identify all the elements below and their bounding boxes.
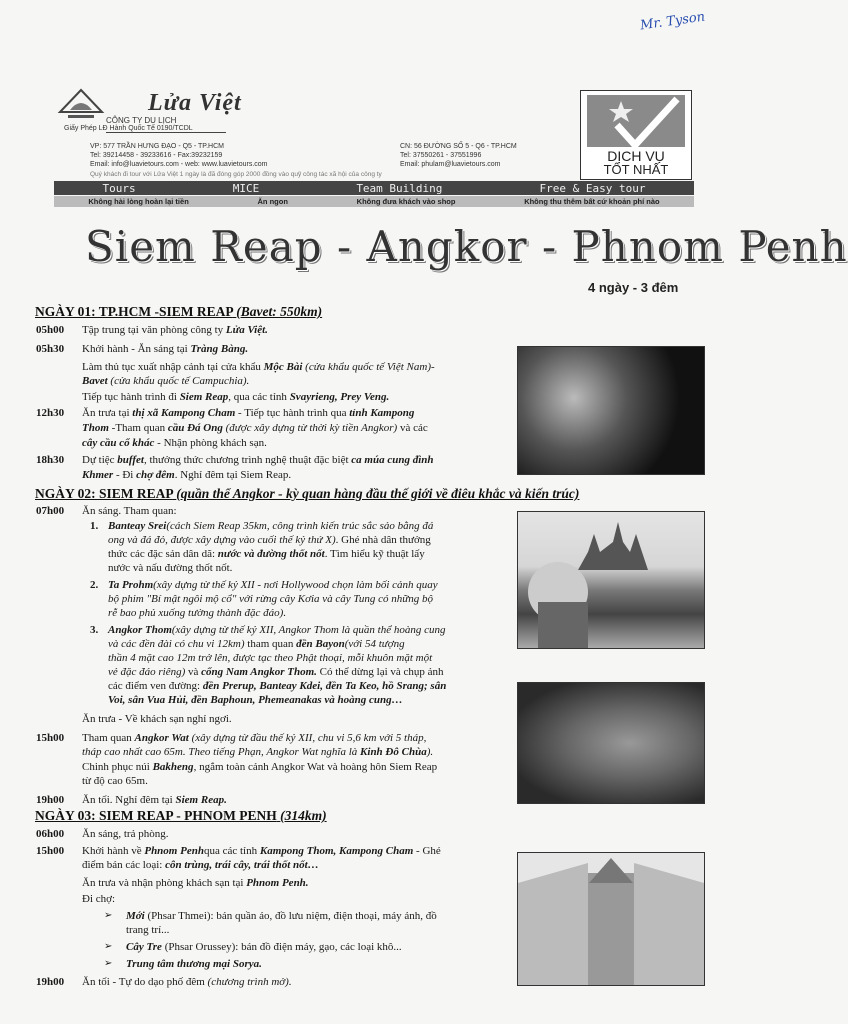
day-1-title: NGÀY 01: TP.HCM -SIEM REAP: [35, 304, 233, 319]
line-emph: Siem Reap: [179, 391, 229, 403]
line-note: ong và đá đỏ, được xây dựng vào cuối thế kỷ thứ X): [108, 534, 336, 546]
itinerary-line: [82, 746, 502, 760]
commitment-no-shop: Không đưa khách vào shop: [356, 197, 456, 206]
line-emph: Bakheng: [152, 761, 194, 773]
line-text: Ăn trưa và nhận phòng khách sạn tại: [82, 877, 247, 889]
day-2-heading: [35, 486, 579, 502]
time-label: 06h00: [36, 828, 65, 840]
office-1-address: VP: 577 TRẦN HƯNG ĐẠO - Q5 - TP.HCM: [90, 143, 224, 150]
itinerary-line: Ăn sáng. Tham quan:: [82, 505, 177, 517]
itinerary-line: [108, 593, 506, 607]
itinerary-line: [82, 732, 502, 746]
line-emph: Tràng Bàng.: [190, 343, 249, 355]
itinerary-line: [82, 454, 502, 468]
nav-free-easy-tour: Free & Easy tour: [539, 181, 646, 195]
line-text: Khởi hành về: [82, 845, 145, 857]
itinerary-line: [126, 941, 506, 955]
commitment-refund: Không hài lòng hoàn lại tiền: [88, 197, 189, 206]
line-text: tham quan: [244, 638, 297, 650]
line-text: Tiếp tục hành trình đi: [82, 391, 180, 403]
line-text: . Ghé nhà dân thưởng: [335, 534, 431, 546]
line-emph: Lửa Việt.: [225, 324, 268, 336]
itinerary-line: [82, 877, 502, 891]
line-note: (xây dựng từ thế kỷ XII, Angkor Thom là quần thể hoàng cung: [171, 624, 446, 636]
itinerary-line: [82, 976, 502, 990]
list-number: 3.: [90, 624, 99, 636]
day-3-title: NGÀY 03: SIEM REAP - PHNOM PENH: [35, 808, 277, 823]
line-text: Có thể dừng lại và chụp ảnh: [316, 666, 444, 678]
line-note: (được xây dựng từ thời kỳ tiền Angkor): [222, 422, 398, 434]
day-3-distance: (314km): [280, 808, 327, 823]
line-note: thần 4 mặt cao 12m trở lên, được tạc theo Phật thoại, mỗi khuôn mặt một: [108, 652, 433, 664]
line-text: và các: [397, 422, 428, 434]
line-emph: cây cầu cổ khác: [82, 437, 155, 449]
time-label: 19h00: [36, 976, 65, 988]
itinerary-line: [108, 652, 506, 666]
badge-line-2: TỐT NHẤT: [603, 162, 669, 177]
nav-tours: Tours: [102, 181, 136, 195]
line-emph: Banteay Srei: [108, 520, 167, 532]
itinerary-line: [82, 361, 502, 375]
list-number: 1.: [90, 520, 99, 532]
day-3-heading: [35, 808, 327, 824]
line-emph: Ta Prohm: [108, 579, 154, 591]
line-emph: Svayrieng, Prey Veng.: [289, 391, 390, 403]
itinerary-line: [82, 794, 502, 808]
time-label: 15h00: [36, 732, 65, 744]
office-1-phone: Tel: 39214458 - 39233616 - Fax:39232159: [90, 152, 223, 159]
itinerary-line: từ độ cao 65m.: [82, 775, 148, 787]
nav-mice: MICE: [232, 181, 260, 195]
itinerary-line: [108, 534, 506, 548]
line-emph: thị xã Kampong Cham: [132, 407, 236, 419]
arrow-bullet-icon: ➢: [104, 941, 113, 952]
company-subtitle: CÔNG TY DU LỊCH: [106, 116, 177, 125]
office-2-email: Email: phulam@luavietours.com: [400, 161, 501, 168]
bayon-face-photo: [517, 682, 705, 804]
day-2-title: NGÀY 02: SIEM REAP: [35, 486, 173, 501]
handwritten-signature: Mr. Tyson: [639, 9, 706, 34]
line-text: (Phsar Orussey): bán đồ điện máy, gạo, các loại khô...: [161, 941, 402, 953]
itinerary-line: [82, 324, 502, 338]
line-text: Tham quan: [82, 732, 135, 744]
line-emph: Thom: [82, 422, 109, 434]
line-text: Chinh phục núi: [82, 761, 153, 773]
line-emph: Siem Reap.: [175, 794, 227, 806]
line-emph: chợ đêm: [136, 469, 175, 481]
line-note: rễ bao phủ xuống tường thành đặc đáo).: [108, 607, 287, 619]
line-text: Khởi hành - Ăn sáng tại: [82, 343, 191, 355]
itinerary-line: [108, 694, 506, 708]
itinerary-line: [82, 391, 502, 405]
itinerary-line: Ăn trưa - Về khách sạn nghỉ ngơi.: [82, 713, 232, 725]
line-text: , ngắm toàn cảnh Angkor Wat và hoàng hôn Siem Reap: [193, 761, 438, 773]
line-text: điểm bán các loại:: [82, 859, 166, 871]
itinerary-line: [82, 422, 502, 436]
day-2-subtitle: (quần thể Angkor - kỳ quan hàng đầu thế giới về điêu khắc và kiến trúc): [176, 486, 580, 501]
itinerary-line: Đi chợ:: [82, 893, 116, 905]
time-label: 18h30: [36, 454, 65, 466]
line-note: vẻ đặc đáo riêng): [108, 666, 186, 678]
line-text: -Tham quan: [108, 422, 168, 434]
office-2-address: CN: 56 ĐƯỜNG SỐ 5 - Q6 - TP.HCM: [400, 143, 517, 150]
company-brand: Lửa Việt: [148, 90, 242, 116]
arrow-bullet-icon: ➢: [104, 958, 113, 969]
company-license: Giấy Phép LĐ Hành Quốc Tế 0190/TCDL: [64, 125, 193, 132]
line-emph: Kampong Thom, Kampong Cham: [259, 845, 414, 857]
line-text: , thưởng thức chương trình nghệ thuật đặc biệt: [143, 454, 352, 466]
itinerary-line: [82, 761, 502, 775]
line-note: (chương trình mở).: [207, 976, 292, 988]
line-note: và các đền đài có chu vi 12km): [108, 638, 245, 650]
best-service-badge: [580, 90, 692, 180]
line-emph: ca múa cung đình: [351, 454, 434, 466]
list-number: 2.: [90, 579, 99, 591]
badge-line-1: DỊCH VỤ: [607, 148, 665, 164]
itinerary-line: [82, 375, 502, 389]
service-nav-bar: [54, 181, 694, 195]
day-1-heading: [35, 304, 322, 320]
line-emph: Angkor Wat: [134, 732, 189, 744]
time-label: 07h00: [36, 505, 65, 517]
time-label: 05h30: [36, 343, 65, 355]
line-emph: Phnom Penh.: [246, 877, 309, 889]
line-note: bộ phim "Bí mật ngôi mộ cổ" với rừng cây Kơia và cây Tung có những bộ: [108, 593, 434, 605]
itinerary-line: [82, 469, 502, 483]
line-text: Dự tiệc: [82, 454, 118, 466]
line-text: Tập trung tại văn phòng công ty: [82, 324, 226, 336]
line-emph: côn trùng, trái cây, trái thốt nốt…: [165, 859, 319, 871]
line-text: và: [185, 666, 202, 678]
commitment-bar: [54, 196, 694, 207]
line-text: . Tìm hiểu kỹ thuật lấy: [324, 548, 425, 560]
line-text: thức các đặc sản dân dã:: [108, 548, 218, 560]
office-address-2: [400, 142, 517, 169]
line-emph: cầu Đá Ong: [167, 422, 223, 434]
itinerary-line: [108, 624, 506, 638]
time-label: 12h30: [36, 407, 65, 419]
office-2-phone: Tel: 37550261 - 37551996: [400, 152, 482, 159]
line-emph: nước và đường thốt nốt: [217, 548, 325, 560]
office-1-email: Email: info@luavietours.com - web: www.luavietours.com: [90, 161, 268, 168]
arrow-bullet-icon: ➢: [104, 910, 113, 921]
line-note: (cách Siem Reap 35km, công trình kiến trúc sắc sảo bằng đá: [166, 520, 434, 532]
office-address-1: [90, 142, 268, 169]
commitment-no-fee: Không thu thêm bất cứ khoản phí nào: [524, 197, 660, 206]
line-note: (cửa khẩu quốc tế Việt Nam)-: [302, 361, 435, 373]
line-note: (cửa khẩu quốc tế Campuchia).: [107, 375, 250, 387]
itinerary-line: [108, 548, 506, 562]
line-emph: buffet: [117, 454, 144, 466]
line-text: . Nghỉ đêm tại Siem Reap.: [174, 469, 292, 481]
itinerary-line: trang trí...: [126, 924, 170, 936]
apsara-dance-photo: [517, 346, 705, 475]
line-emph: tỉnh Kampong: [349, 407, 415, 419]
line-text: , qua các tỉnh: [228, 391, 290, 403]
itinerary-line: [82, 407, 502, 421]
line-emph: Mới: [126, 910, 145, 922]
time-label: 15h00: [36, 845, 65, 857]
line-emph: Trung tâm thương mại Sorya.: [126, 958, 262, 970]
line-text: (Phsar Thmei): bán quần áo, đồ lưu niệm, điện thoại, máy ảnh, đồ: [144, 910, 437, 922]
line-emph: Bavet: [82, 375, 108, 387]
line-emph: Angkor Thom: [108, 624, 172, 636]
line-emph: Khmer: [82, 469, 114, 481]
company-tagline: Quý khách đi tour với Lửa Việt 1 ngày là đã đóng góp 2000 đồng vào quỹ công tác xã hội của công ty: [90, 171, 382, 178]
itinerary-line: nước và nấu đường thốt nốt.: [108, 562, 233, 574]
commitment-food: Ăn ngon: [257, 197, 288, 206]
line-emph: đền Prerup, Banteay Kdei, đền Ta Keo, hồ Srang; sân: [202, 680, 447, 692]
itinerary-line: [82, 437, 502, 451]
itinerary-line: [82, 343, 502, 357]
tour-title: Siem Reap - Angkor - Phnom Penh: [85, 222, 848, 271]
itinerary-line: [108, 666, 506, 680]
day-1-distance: (Bavet: 550km): [236, 304, 323, 319]
line-note: (xây dựng từ thế kỷ XII - nơi Hollywood chọn làm bối cảnh quay: [153, 579, 438, 591]
itinerary-line: [108, 680, 506, 694]
line-emph: Voi, sân Vua Hủi, đền Baphoun, Phemeanakas và hoàng cung…: [108, 694, 403, 706]
line-note: ).: [426, 746, 434, 758]
line-text: Ăn tối - Tự do dạo phố đêm: [82, 976, 208, 988]
tour-duration: 4 ngày - 3 đêm: [588, 280, 679, 295]
itinerary-line: [126, 958, 506, 972]
time-label: 19h00: [36, 794, 65, 806]
itinerary-line: [108, 607, 506, 621]
line-text: - Đi: [113, 469, 137, 481]
line-emph: Cây Tre: [126, 941, 162, 953]
star-check-icon: [587, 95, 685, 147]
itinerary-line: [126, 910, 506, 924]
line-text: - Tiếp tục hành trình qua: [235, 407, 350, 419]
line-emph: cổng Nam Angkor Thom.: [201, 666, 317, 678]
nav-team-building: Team Building: [356, 181, 443, 195]
itinerary-line: [108, 520, 506, 534]
line-emph: Phnom Penh: [144, 845, 204, 857]
line-note: tháp cao nhất cao 65m. Theo tiếng Phạn, Angkor Wat nghĩa là: [82, 746, 361, 758]
itinerary-line: Ăn sáng, trả phòng.: [82, 828, 169, 840]
line-emph: Mộc Bài: [263, 361, 303, 373]
line-text: qua các tỉnh: [203, 845, 260, 857]
line-emph: đền Bayon: [296, 638, 345, 650]
angkor-wat-photo: [517, 511, 705, 649]
itinerary-line: [82, 845, 502, 859]
company-logo: [58, 88, 104, 126]
itinerary-line: [82, 859, 502, 873]
itinerary-line: [108, 579, 506, 593]
line-emph: Kinh Đô Chùa: [360, 746, 427, 758]
line-text: các điểm ven đường:: [108, 680, 203, 692]
line-text: Ăn tối. Nghỉ đêm tại: [82, 794, 176, 806]
central-market-photo: [517, 852, 705, 986]
line-text: - Ghé: [413, 845, 441, 857]
time-label: 05h00: [36, 324, 65, 336]
line-text: Làm thủ tục xuất nhập cảnh tại cửa khẩu: [82, 361, 264, 373]
line-note: (xây dựng từ đầu thế kỷ XII, chu vi 5,6 km với 5 tháp,: [188, 732, 427, 744]
itinerary-line: [108, 638, 506, 652]
line-text: Ăn trưa tại: [82, 407, 133, 419]
divider: [106, 132, 226, 133]
line-note: (với 54 tượng: [344, 638, 405, 650]
line-text: - Nhận phòng khách sạn.: [154, 437, 267, 449]
